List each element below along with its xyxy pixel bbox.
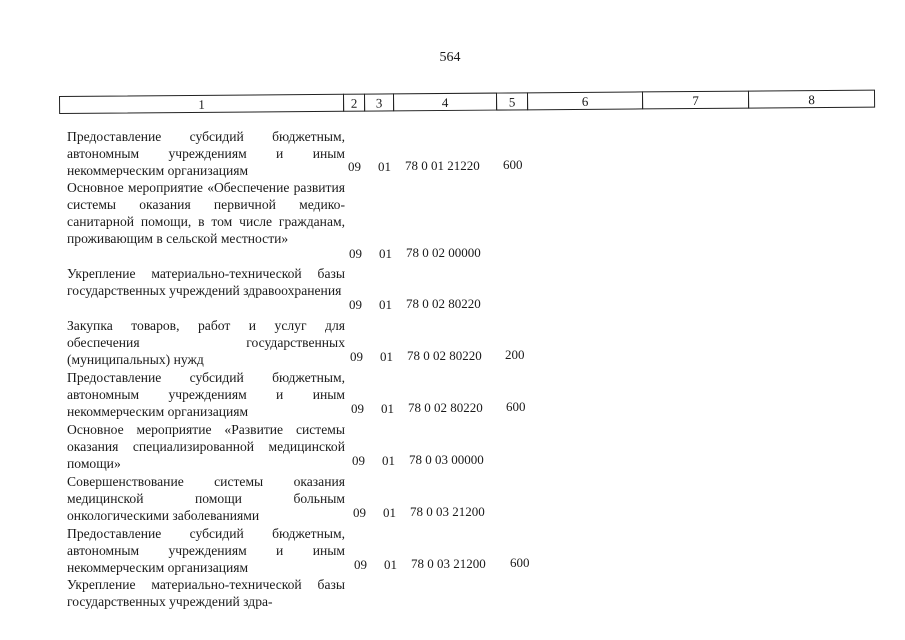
row-description: Укрепление материально-технической базы государственных учреждений здра- [67,577,345,609]
cell-target-code: 78 0 01 21220 [405,158,480,173]
cell-subsection: 01 [383,505,396,520]
column-header-1: 1 [59,94,344,114]
row-description: Предоставление субсидий бюджетным, автономным учреждениям и иным некоммерческим организациям [67,129,345,178]
cell-target-code: 78 0 03 21200 [411,556,486,571]
cell-subsection: 01 [379,246,392,261]
cell-section: 09 [349,297,362,312]
cell-expense-type: 600 [506,399,526,414]
cell-section: 09 [348,159,361,174]
cell-target-code: 78 0 03 21200 [410,504,485,519]
column-header-2: 2 [343,94,365,112]
cell-subsection: 01 [384,557,397,572]
column-header-5: 5 [496,92,528,110]
cell-target-code: 78 0 02 80220 [406,296,481,311]
cell-section: 09 [351,401,364,416]
row-description: Совершенствование системы оказания медицинской помощи больным онкологическими заболеваниями [67,474,345,523]
column-header-4: 4 [393,93,497,112]
row-description: Предоставление субсидий бюджетным, автономным учреждениям и иным некоммерческим организациям [67,526,345,575]
cell-expense-type: 200 [505,347,525,362]
cell-target-code: 78 0 02 80220 [408,400,483,415]
column-header-7: 7 [642,91,749,110]
cell-section: 09 [354,557,367,572]
row-description: Основное мероприятие «Обеспечение развития системы оказания первичной медико-санитарной помощи, в том числе гражданам, проживающим в сельской местности» [67,180,345,246]
cell-expense-type: 600 [510,555,530,570]
cell-subsection: 01 [380,349,393,364]
page-number: 564 [439,50,461,65]
cell-section: 09 [353,505,366,520]
cell-target-code: 78 0 03 00000 [409,452,484,467]
row-description: Предоставление субсидий бюджетным, автономным учреждениям и иным некоммерческим организациям [67,370,345,419]
column-header-3: 3 [364,93,394,111]
cell-expense-type: 600 [503,157,523,172]
cell-subsection: 01 [381,401,394,416]
table-header [59,90,875,122]
cell-section: 09 [352,453,365,468]
row-description: Закупка товаров, работ и услуг для обеспечения государственных (муниципальных) нужд [67,318,345,367]
cell-target-code: 78 0 02 80220 [407,348,482,363]
cell-subsection: 01 [382,453,395,468]
row-description: Укрепление материально-технической базы государственных учреждений здравоохранения [67,266,345,298]
cell-section: 09 [350,349,363,364]
row-description: Основное мероприятие «Развитие системы оказания специализированной медицинской помощи» [67,422,345,471]
cell-target-code: 78 0 02 00000 [406,245,481,260]
column-header-6: 6 [527,91,643,110]
cell-subsection: 01 [378,159,391,174]
cell-section: 09 [349,246,362,261]
column-header-8: 8 [748,90,875,109]
cell-subsection: 01 [379,297,392,312]
